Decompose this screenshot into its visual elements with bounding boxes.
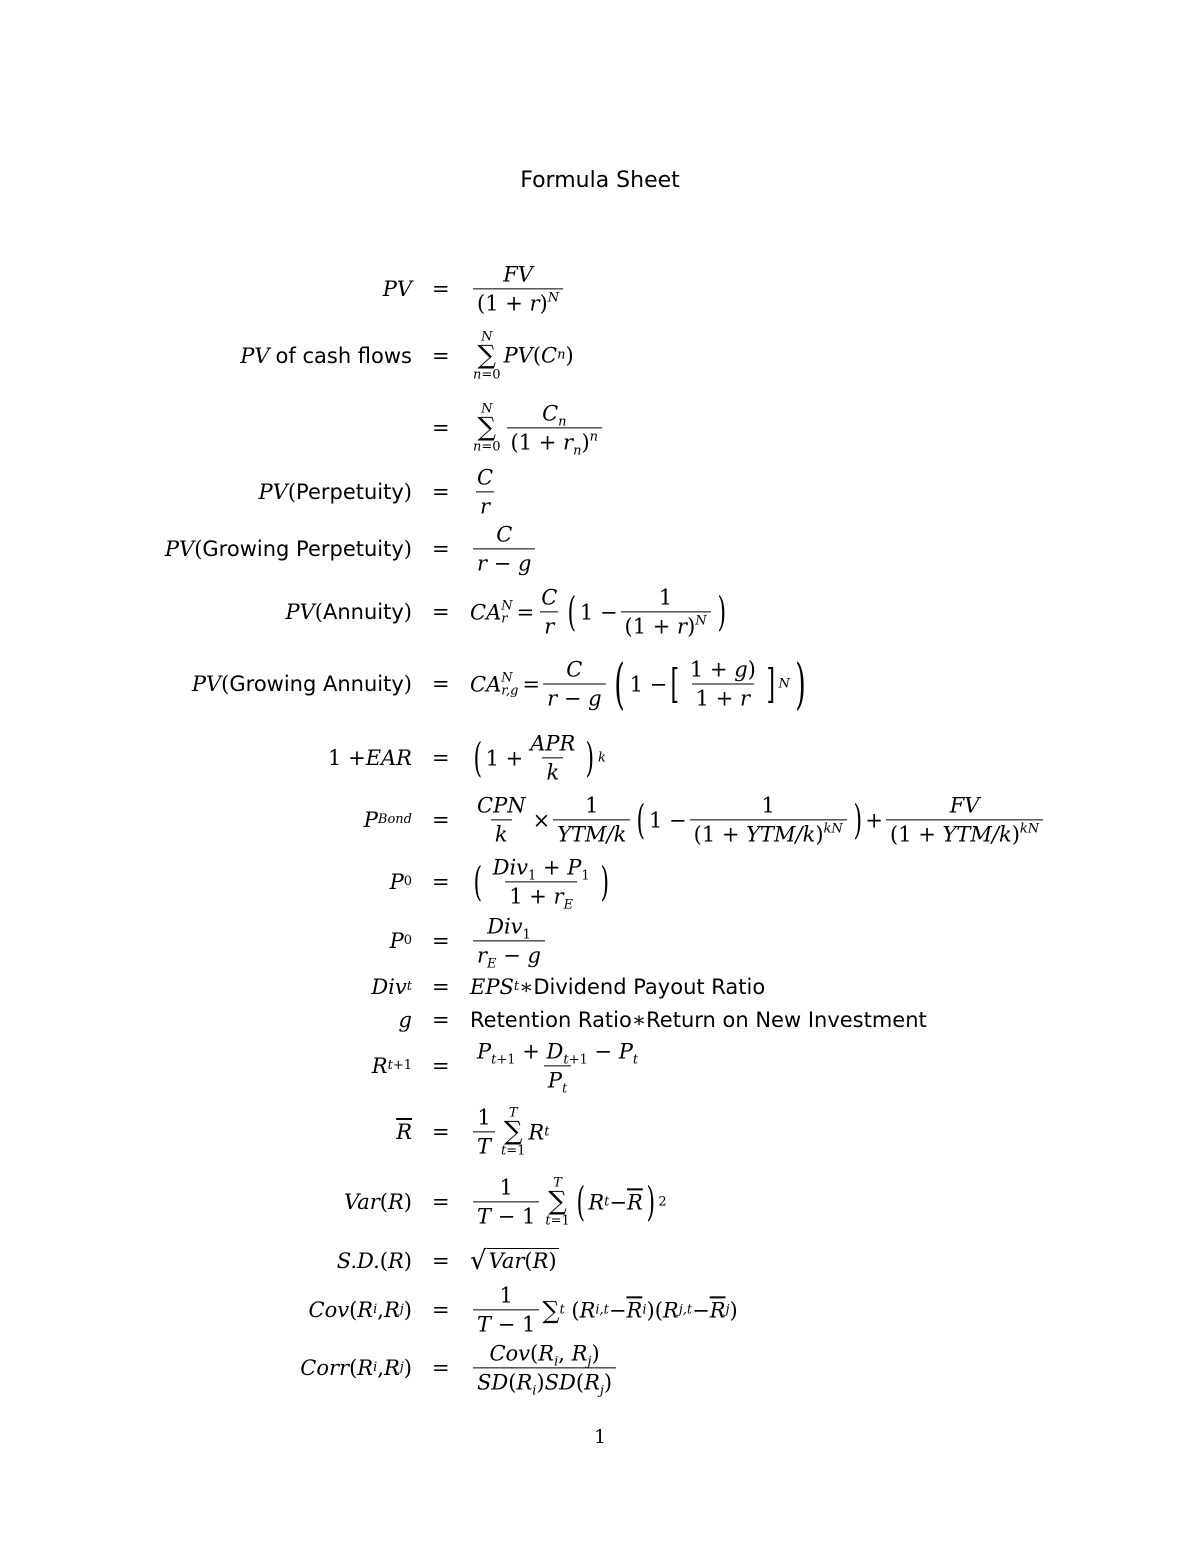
formula-row-pv: PV = $\frac{FV}{(1 + r)^N}$ [0,289,1200,290]
formula-row-return: R t+1 = $\frac{P_{t+1} + D_{t+1} - P_t}{P_t}$ [371,1039,639,1097]
formula-row-variance: Var ( R ) = $\frac{1}{T - 1}$ T ∑ t=1 ( R t − $\overline{R}$ ) 2 [343,1175,667,1229]
formula-row-p0-gordon: P 0 = $\frac{Div_1}{r_E - g}$ [0,941,1200,942]
formula-row-annuity: PV ( Annuity ) = CA N r = $\frac{C}{r}$ ( 1 − $\frac{1}{(1 + r)^N}$ ) [285,585,726,639]
formula-row-standard-deviation: S.D. ( R ) = √ Var(R) [336,1246,557,1276]
formula-row-growing-annuity: PV ( Growing Annuity ) = CA N r,g = $\frac{C}{r - g}$ ( 1 − [ $\frac{1 + g)}{1 + r}$ ] N ) [191,652,806,716]
page-number: 1 [593,1426,607,1448]
formula-row-growth: g = Retention Ratio ∗ Return on New Investment [398,1008,927,1032]
formula-row-mean-return: $\overline{R}$ = $\frac{1}{T}$ T ∑ t=1 R t [396,1105,550,1159]
formula-row-bond-price: P Bond = $\frac{\text{CPN}}{k}$ × $\frac{1}{\text{YTM/k}}$ ( 1 − $\frac{1}{(1 + YTM/k)^{kN}}$ ) + $\frac{FV}{(1 + YTM/k)^{kN}}$ [0,820,1200,821]
formula-row-pv-cash-flows-expanded: = N ∑ n=0 $\frac{C_n}{(1 + r_n)^n}$ [0,428,1200,429]
formula-row-ear: 1 + EAR = ( 1 + $\frac{\text{APR}}{k}$ ) k [328,731,606,785]
formula-row-p0-one-period: P 0 = ( $\frac{Div_1 + P_1}{1 + r_E}$ ) [389,855,609,913]
page-title: Formula Sheet [520,168,680,193]
formula-row-growing-perpetuity: PV ( Growing Perpetuity ) = $\frac{C}{r - g}$ [0,549,1200,550]
formula-row-covariance: Cov ( R i , R j ) = $\frac{1}{T - 1}$ ∑ t ( R i,t − $\overline{R}$ i )( R j,t − $\overline{R}$ j ) [308,1283,738,1337]
formula-row-correlation: Corr ( R i , R j ) = $\frac{Cov(R_i, R_j)}{SD(R_i)SD(R_j)}$ [0,1368,1200,1369]
formula-row-dividend: Div t = EPS t ∗ Dividend Payout Ratio [371,975,766,999]
formula-row-perpetuity: PV ( Perpetuity ) = $\frac{C}{r}$ [258,465,494,519]
formula-row-pv-cash-flows: PV of cash flows = N ∑ n=0 PV ( C n ) [240,329,574,383]
